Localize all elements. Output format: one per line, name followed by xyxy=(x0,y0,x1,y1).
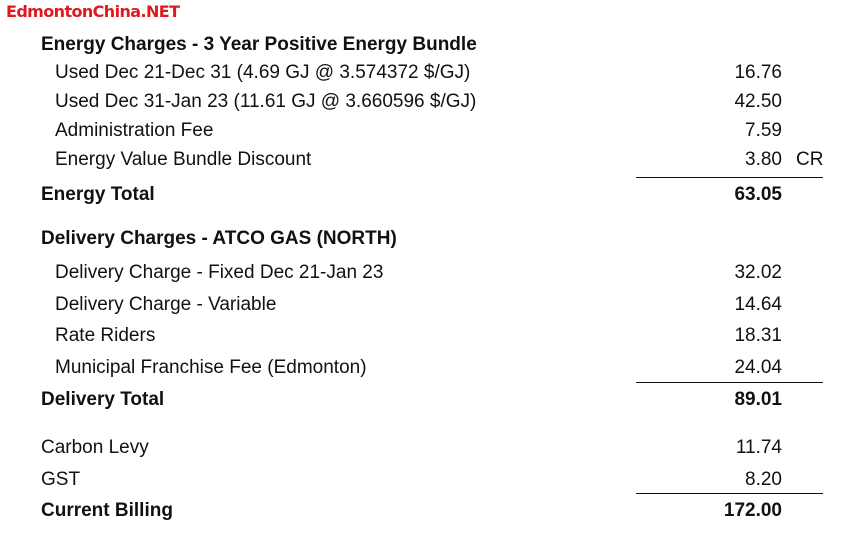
current-billing-label: Current Billing xyxy=(41,500,173,521)
energy-section-heading: Energy Charges - 3 Year Positive Energy Bundle xyxy=(41,34,477,55)
delivery-subtotal-rule xyxy=(636,382,823,383)
energy-line-label: Used Dec 21-Dec 31 (4.69 GJ @ 3.574372 $/GJ) xyxy=(55,62,471,83)
delivery-line-amount: 24.04 xyxy=(734,357,782,378)
delivery-line-amount: 32.02 xyxy=(734,262,782,283)
delivery-line-label: Municipal Franchise Fee (Edmonton) xyxy=(55,357,367,378)
credit-indicator: CR xyxy=(796,149,824,170)
other-line-label: GST xyxy=(41,469,81,490)
delivery-line-amount: 14.64 xyxy=(734,294,782,315)
energy-line-label: Administration Fee xyxy=(55,120,214,141)
delivery-line-amount: 18.31 xyxy=(734,325,782,346)
energy-line-label: Energy Value Bundle Discount xyxy=(55,149,312,170)
energy-total-label: Energy Total xyxy=(41,184,155,205)
energy-line-amount: 3.80 xyxy=(745,149,782,170)
delivery-total-label: Delivery Total xyxy=(41,389,165,410)
delivery-line-label: Rate Riders xyxy=(55,325,156,346)
other-line-amount: 11.74 xyxy=(735,437,782,458)
energy-subtotal-rule xyxy=(636,177,823,178)
energy-line-amount: 7.59 xyxy=(745,120,782,141)
current-billing-amount: 172.00 xyxy=(723,500,782,521)
delivery-line-label: Delivery Charge - Variable xyxy=(55,294,277,315)
delivery-total-amount: 89.01 xyxy=(734,389,782,410)
energy-line-amount: 42.50 xyxy=(734,91,782,112)
energy-line-amount: 16.76 xyxy=(734,62,782,83)
delivery-section-heading: Delivery Charges - ATCO GAS (NORTH) xyxy=(41,228,397,249)
other-line-label: Carbon Levy xyxy=(41,437,149,458)
energy-line-label: Used Dec 31-Jan 23 (11.61 GJ @ 3.660596 $/GJ) xyxy=(55,91,477,112)
watermark-logo: EdmontonChina.NET xyxy=(6,2,180,21)
energy-total-amount: 63.05 xyxy=(734,184,782,205)
billing-total-rule xyxy=(636,493,823,494)
delivery-line-label: Delivery Charge - Fixed Dec 21-Jan 23 xyxy=(55,262,384,283)
other-line-amount: 8.20 xyxy=(745,469,782,490)
